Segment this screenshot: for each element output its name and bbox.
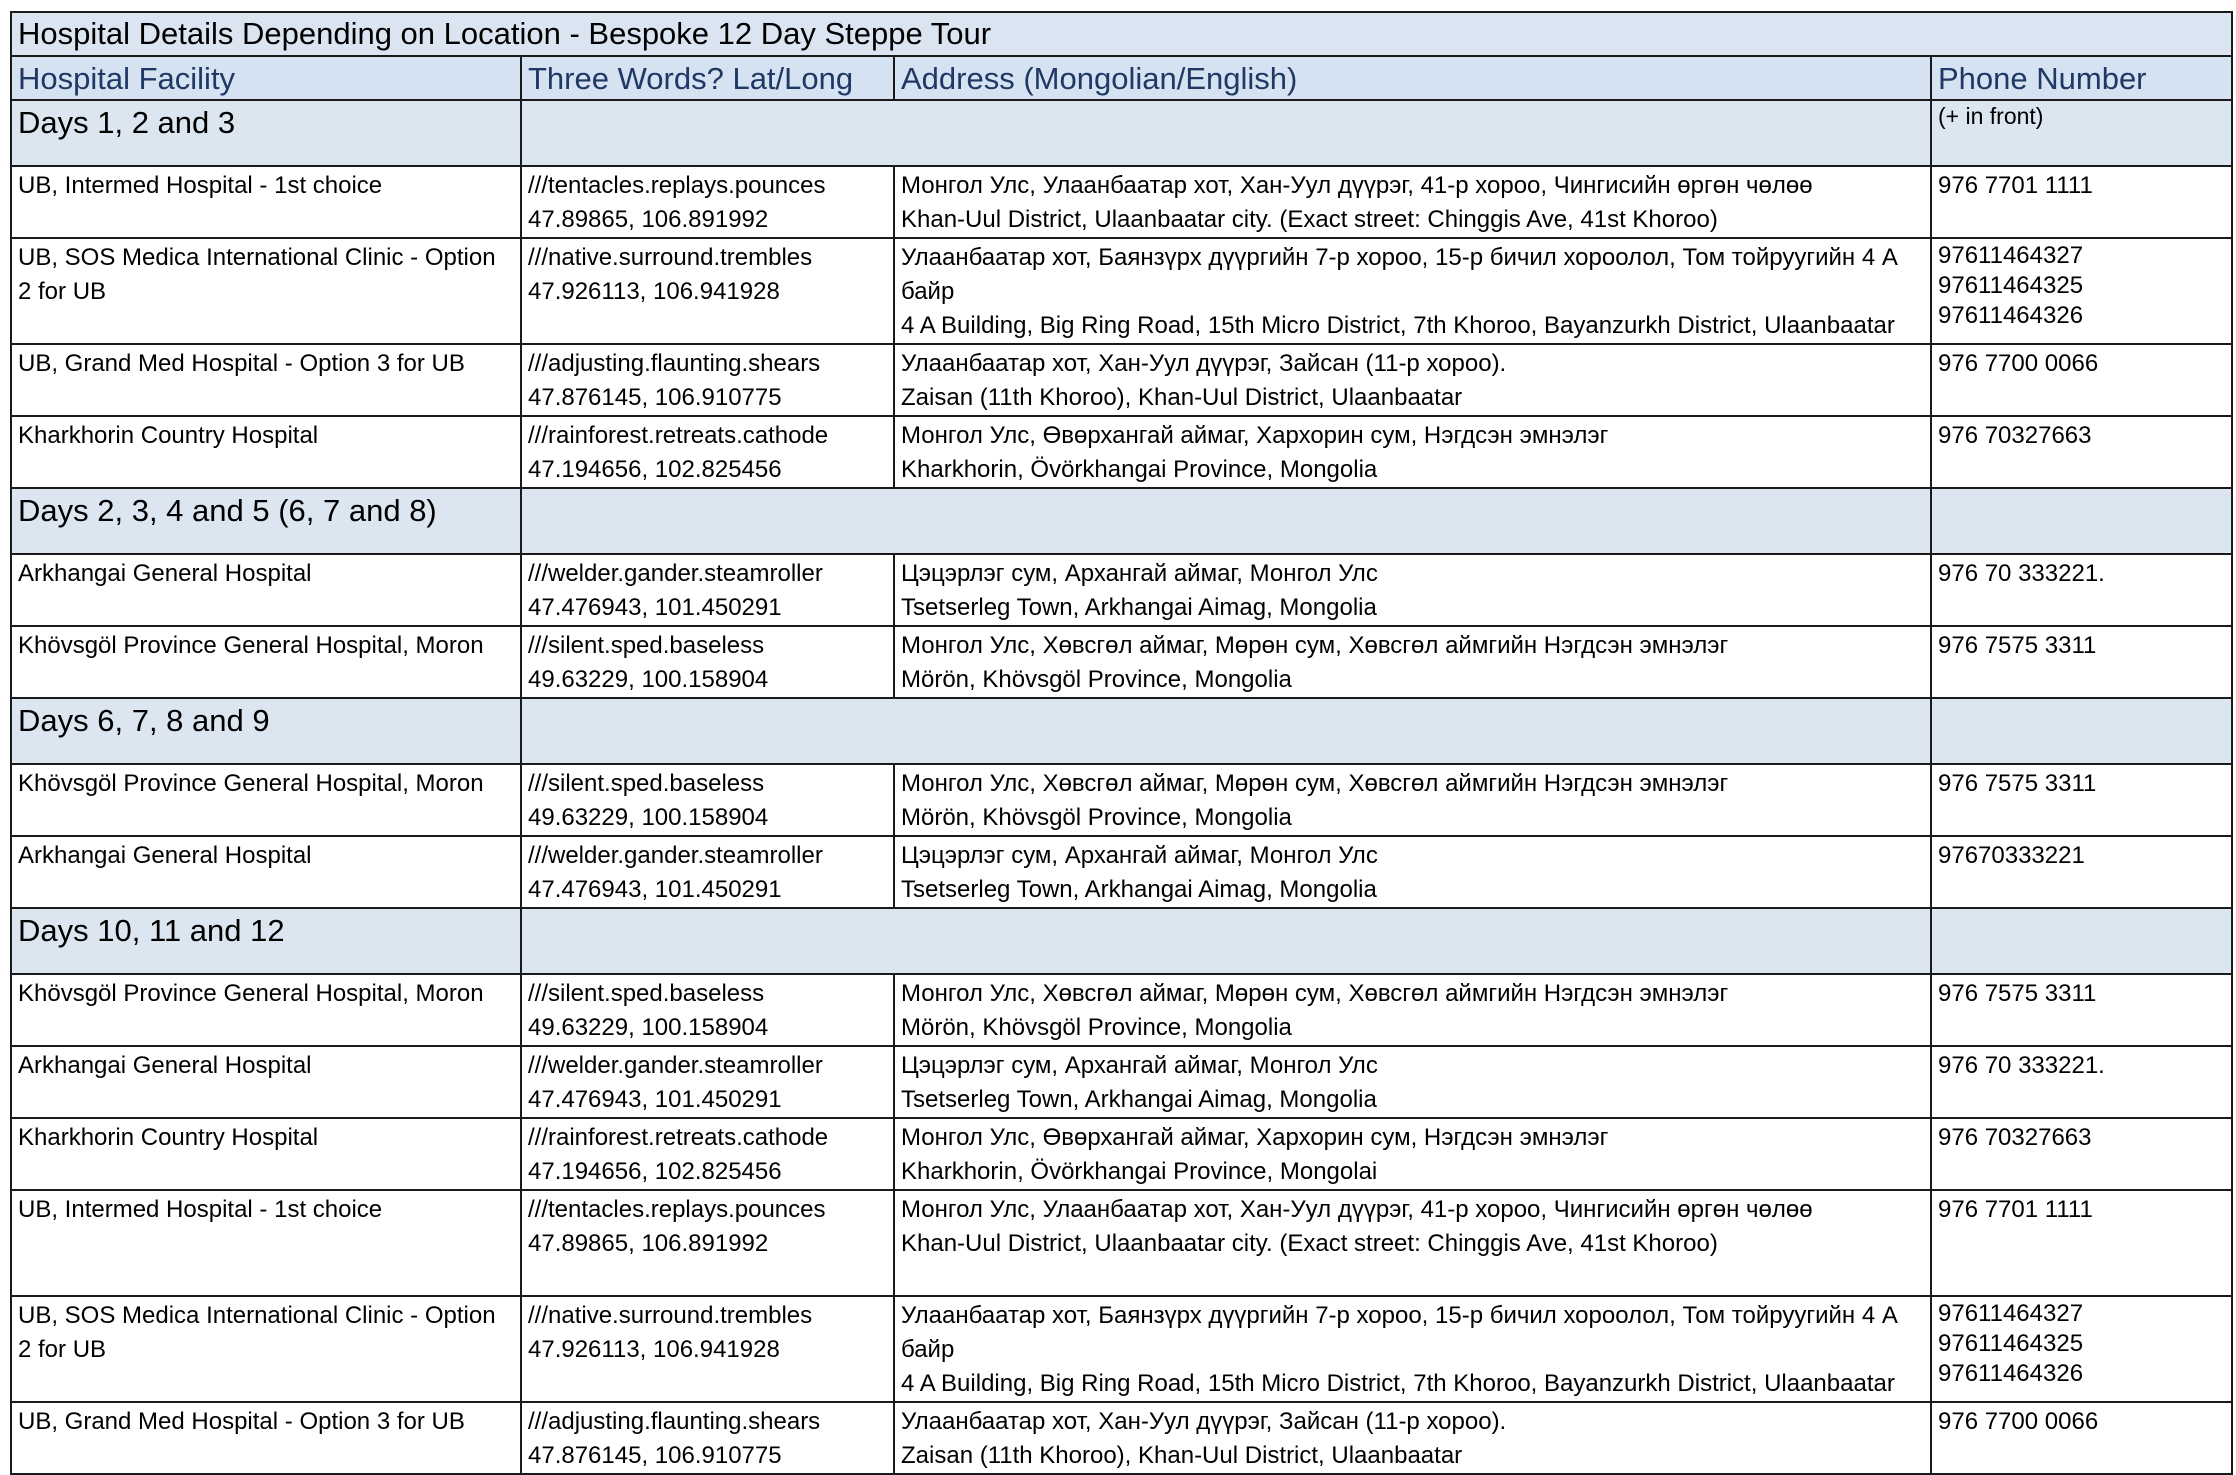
phone-cell[interactable] <box>1931 1118 2232 1190</box>
address-english: Tsetserleg Town, Arkhangai Aimag, Mongolia <box>901 594 1377 621</box>
lat-long: 49.63229, 100.158904 <box>528 1014 769 1041</box>
location-cell[interactable] <box>521 416 894 488</box>
address-mongolian: Монгол Улс, Хөвсгөл аймаг, Мөрөн сум, Хөвсгөл аймгийн Нэгдсэн эмнэлэг <box>901 632 1729 659</box>
facility-cell[interactable] <box>11 554 521 626</box>
phone-number: 976 7575 3311 <box>1938 770 2097 797</box>
facility-name: Arkhangai General Hospital <box>18 842 312 869</box>
three-words: ///tentacles.replays.pounces <box>528 1196 826 1223</box>
address-cell[interactable] <box>894 1296 1931 1402</box>
facility-name: Kharkhorin Country Hospital <box>18 422 319 449</box>
lat-long: 47.476943, 101.450291 <box>528 594 782 621</box>
facility-name: Khövsgöl Province General Hospital, Moron <box>18 980 484 1007</box>
facility-cell[interactable] <box>11 1402 521 1474</box>
location-cell[interactable] <box>521 836 894 908</box>
address-english: 4 A Building, Big Ring Road, 15th Micro District, 7th Khoroo, Bayanzurkh District, Ulaanbaatar <box>901 312 1895 339</box>
lat-long: 47.194656, 102.825456 <box>528 456 782 483</box>
section-phone-note[interactable] <box>1931 488 2232 554</box>
location-cell[interactable] <box>521 974 894 1046</box>
table-row <box>11 836 2232 908</box>
table-row <box>11 238 2232 344</box>
phone-cell[interactable] <box>1931 764 2232 836</box>
phone-cell[interactable] <box>1931 166 2232 238</box>
table-row <box>11 166 2232 238</box>
phone-number: 976 7575 3311 <box>1938 632 2097 659</box>
three-words: ///native.surround.trembles <box>528 244 813 271</box>
lat-long: 47.876145, 106.910775 <box>528 384 782 411</box>
phone-cell[interactable] <box>1931 1190 2232 1296</box>
facility-name: Khövsgöl Province General Hospital, Moron <box>18 632 484 659</box>
phone-number: 97611464325 <box>1938 1330 2084 1357</box>
three-words: ///adjusting.flaunting.shears <box>528 350 821 377</box>
phone-number: 976 7700 0066 <box>1938 350 2099 377</box>
three-words: ///adjusting.flaunting.shears <box>528 1408 821 1435</box>
phone-number: 976 7575 3311 <box>1938 980 2097 1007</box>
facility-name: Kharkhorin Country Hospital <box>18 1124 319 1151</box>
phone-number: 976 70 333221. <box>1938 1052 2105 1079</box>
address-mongolian: Улаанбаатар хот, Хан-Уул дүүрэг, Зайсан (11-р хороо). <box>901 1408 1507 1435</box>
section-title[interactable]: Days 10, 11 and 12 <box>11 908 521 974</box>
facility-cell[interactable] <box>11 416 521 488</box>
phone-cell[interactable] <box>1931 974 2232 1046</box>
facility-cell[interactable] <box>11 1296 521 1402</box>
facility-cell[interactable] <box>11 626 521 698</box>
three-words: ///silent.sped.baseless <box>528 632 765 659</box>
facility-cell[interactable] <box>11 764 521 836</box>
address-english: Mörön, Khövsgöl Province, Mongolia <box>901 1014 1292 1041</box>
header-phone[interactable]: Phone Number <box>1931 56 2232 100</box>
three-words: ///welder.gander.steamroller <box>528 1052 823 1079</box>
address-english: Khan-Uul District, Ulaanbaatar city. (Exact street: Chinggis Ave, 41st Khoroo) <box>901 206 1718 233</box>
phone-number: 97611464327 <box>1938 242 2084 269</box>
phone-number: 976 7701 1111 <box>1938 172 2093 199</box>
lat-long: 47.926113, 106.941928 <box>528 278 780 305</box>
address-mongolian: Улаанбаатар хот, Баянзүрх дүүргийн 7-р хороо, 15-р бичил хороолол, Том тойруугийн 4 А байр <box>901 244 1898 305</box>
phone-number: 97611464325 <box>1938 272 2084 299</box>
phone-number: 976 70327663 <box>1938 1124 2092 1151</box>
facility-cell[interactable] <box>11 836 521 908</box>
address-mongolian: Цэцэрлэг сум, Архангай аймаг, Монгол Улс <box>901 842 1378 869</box>
location-cell[interactable] <box>521 1402 894 1474</box>
section-blank-cell[interactable] <box>521 698 1931 764</box>
lat-long: 49.63229, 100.158904 <box>528 666 769 693</box>
section-phone-note[interactable] <box>1931 698 2232 764</box>
section-row <box>11 698 2232 764</box>
lat-long: 47.476943, 101.450291 <box>528 876 782 903</box>
address-mongolian: Улаанбаатар хот, Хан-Уул дүүрэг, Зайсан (11-р хороо). <box>901 350 1507 377</box>
header-location[interactable]: Three Words? Lat/Long <box>521 56 894 100</box>
facility-cell[interactable] <box>11 974 521 1046</box>
address-cell[interactable] <box>894 974 1931 1046</box>
phone-cell[interactable] <box>1931 554 2232 626</box>
section-phone-note[interactable] <box>1931 908 2232 974</box>
three-words: ///silent.sped.baseless <box>528 980 765 1007</box>
phone-number: 976 7701 1111 <box>1938 1196 2093 1223</box>
facility-name: UB, Grand Med Hospital - Option 3 for UB <box>18 1408 465 1435</box>
table-body <box>11 100 2232 1474</box>
location-cell[interactable] <box>521 1046 894 1118</box>
facility-name: UB, SOS Medica International Clinic - Option 2 for UB <box>18 244 496 305</box>
facility-name: UB, SOS Medica International Clinic - Option 2 for UB <box>18 1302 496 1363</box>
section-phone-note[interactable]: (+ in front) <box>1931 100 2232 166</box>
address-english: Khan-Uul District, Ulaanbaatar city. (Exact street: Chinggis Ave, 41st Khoroo) <box>901 1230 1718 1257</box>
lat-long: 47.876145, 106.910775 <box>528 1442 782 1469</box>
address-cell[interactable] <box>894 764 1931 836</box>
address-mongolian: Монгол Улс, Хөвсгөл аймаг, Мөрөн сум, Хөвсгөл аймгийн Нэгдсэн эмнэлэг <box>901 980 1729 1007</box>
location-cell[interactable] <box>521 1296 894 1402</box>
address-cell[interactable] <box>894 166 1931 238</box>
phone-cell[interactable] <box>1931 836 2232 908</box>
phone-number: 97670333221 <box>1938 842 2085 869</box>
facility-cell[interactable] <box>11 1118 521 1190</box>
facility-name: Arkhangai General Hospital <box>18 1052 312 1079</box>
section-row <box>11 100 2232 166</box>
hospital-table <box>10 11 2233 1475</box>
location-cell[interactable] <box>521 344 894 416</box>
section-title[interactable]: Days 2, 3, 4 and 5 (6, 7 and 8) <box>11 488 521 554</box>
phone-number: 976 7700 0066 <box>1938 1408 2099 1435</box>
address-mongolian: Монгол Улс, Улаанбаатар хот, Хан-Уул дүүрэг, 41-р хороо, Чингисийн өргөн чөлөө <box>901 1196 1813 1223</box>
address-english: Mörön, Khövsgöl Province, Mongolia <box>901 666 1292 693</box>
facility-name: UB, Grand Med Hospital - Option 3 for UB <box>18 350 465 377</box>
table-row <box>11 554 2232 626</box>
facility-cell[interactable] <box>11 1190 521 1296</box>
address-english: Zaisan (11th Khoroo), Khan-Uul District, Ulaanbaatar <box>901 384 1463 411</box>
location-cell[interactable] <box>521 626 894 698</box>
header-row <box>11 56 2232 100</box>
phone-number: 97611464326 <box>1938 302 2084 329</box>
lat-long: 47.89865, 106.891992 <box>528 206 769 233</box>
table-row <box>11 1296 2232 1402</box>
section-title[interactable]: Days 6, 7, 8 and 9 <box>11 698 521 764</box>
address-english: Tsetserleg Town, Arkhangai Aimag, Mongolia <box>901 876 1377 903</box>
table-row <box>11 626 2232 698</box>
address-mongolian: Цэцэрлэг сум, Архангай аймаг, Монгол Улс <box>901 560 1378 587</box>
three-words: ///native.surround.trembles <box>528 1302 813 1329</box>
address-mongolian: Монгол Улс, Улаанбаатар хот, Хан-Уул дүүрэг, 41-р хороо, Чингисийн өргөн чөлөө <box>901 172 1813 199</box>
phone-number: 976 70 333221. <box>1938 560 2105 587</box>
address-cell[interactable] <box>894 416 1931 488</box>
address-english: Zaisan (11th Khoroo), Khan-Uul District, Ulaanbaatar <box>901 1442 1463 1469</box>
section-title[interactable]: Days 1, 2 and 3 <box>11 100 521 166</box>
address-cell[interactable] <box>894 238 1931 344</box>
address-mongolian: Цэцэрлэг сум, Архангай аймаг, Монгол Улс <box>901 1052 1378 1079</box>
phone-cell[interactable] <box>1931 1046 2232 1118</box>
address-english: Kharkhorin, Övörkhangai Province, Mongolai <box>901 1158 1378 1185</box>
phone-cell[interactable] <box>1931 416 2232 488</box>
address-english: 4 A Building, Big Ring Road, 15th Micro District, 7th Khoroo, Bayanzurkh District, Ulaanbaatar <box>901 1370 1895 1397</box>
address-cell[interactable] <box>894 1046 1931 1118</box>
table-row <box>11 974 2232 1046</box>
facility-cell[interactable] <box>11 1046 521 1118</box>
table-title[interactable]: Hospital Details Depending on Location - Bespoke 12 Day Steppe Tour <box>11 12 2232 56</box>
phone-cell[interactable] <box>1931 626 2232 698</box>
phone-cell[interactable] <box>1931 344 2232 416</box>
table-row <box>11 764 2232 836</box>
location-cell[interactable] <box>521 166 894 238</box>
address-english: Mörön, Khövsgöl Province, Mongolia <box>901 804 1292 831</box>
address-mongolian: Улаанбаатар хот, Баянзүрх дүүргийн 7-р хороо, 15-р бичил хороолол, Том тойруугийн 4 А байр <box>901 1302 1898 1363</box>
section-blank-cell[interactable] <box>521 100 1931 166</box>
table-row <box>11 1046 2232 1118</box>
three-words: ///welder.gander.steamroller <box>528 560 823 587</box>
table-row <box>11 416 2232 488</box>
address-cell[interactable] <box>894 1190 1931 1296</box>
address-cell[interactable] <box>894 836 1931 908</box>
address-english: Kharkhorin, Övörkhangai Province, Mongolia <box>901 456 1378 483</box>
header-address[interactable]: Address (Mongolian/English) <box>894 56 1931 100</box>
phone-number: 97611464326 <box>1938 1360 2084 1387</box>
lat-long: 47.476943, 101.450291 <box>528 1086 782 1113</box>
facility-name: Khövsgöl Province General Hospital, Moron <box>18 770 484 797</box>
table-row <box>11 1118 2232 1190</box>
lat-long: 47.194656, 102.825456 <box>528 1158 782 1185</box>
lat-long: 47.89865, 106.891992 <box>528 1230 769 1257</box>
location-cell[interactable] <box>521 238 894 344</box>
three-words: ///silent.sped.baseless <box>528 770 765 797</box>
phone-number: 97611464327 <box>1938 1300 2084 1327</box>
table-row <box>11 1190 2232 1296</box>
facility-cell[interactable] <box>11 238 521 344</box>
address-cell[interactable] <box>894 1402 1931 1474</box>
lat-long: 49.63229, 100.158904 <box>528 804 769 831</box>
location-cell[interactable] <box>521 1190 894 1296</box>
header-facility[interactable]: Hospital Facility <box>11 56 521 100</box>
address-mongolian: Монгол Улс, Өвөрхангай аймаг, Хархорин сум, Нэгдсэн эмнэлэг <box>901 422 1609 449</box>
facility-cell[interactable] <box>11 344 521 416</box>
phone-cell[interactable] <box>1931 238 2232 344</box>
phone-cell[interactable] <box>1931 1296 2232 1402</box>
facility-cell[interactable] <box>11 166 521 238</box>
address-cell[interactable] <box>894 1118 1931 1190</box>
section-blank-cell[interactable] <box>521 488 1931 554</box>
three-words: ///tentacles.replays.pounces <box>528 172 826 199</box>
three-words: ///rainforest.retreats.cathode <box>528 422 829 449</box>
section-row <box>11 488 2232 554</box>
location-cell[interactable] <box>521 554 894 626</box>
three-words: ///rainforest.retreats.cathode <box>528 1124 829 1151</box>
phone-cell[interactable] <box>1931 1402 2232 1474</box>
facility-name: Arkhangai General Hospital <box>18 560 312 587</box>
address-mongolian: Монгол Улс, Өвөрхангай аймаг, Хархорин сум, Нэгдсэн эмнэлэг <box>901 1124 1609 1151</box>
address-mongolian: Монгол Улс, Хөвсгөл аймаг, Мөрөн сум, Хөвсгөл аймгийн Нэгдсэн эмнэлэг <box>901 770 1729 797</box>
address-english: Tsetserleg Town, Arkhangai Aimag, Mongolia <box>901 1086 1377 1113</box>
section-row <box>11 908 2232 974</box>
facility-name: UB, Intermed Hospital - 1st choice <box>18 172 383 199</box>
table-row <box>11 344 2232 416</box>
location-cell[interactable] <box>521 764 894 836</box>
address-cell[interactable] <box>894 626 1931 698</box>
section-blank-cell[interactable] <box>521 908 1931 974</box>
facility-name: UB, Intermed Hospital - 1st choice <box>18 1196 383 1223</box>
three-words: ///welder.gander.steamroller <box>528 842 823 869</box>
location-cell[interactable] <box>521 1118 894 1190</box>
table-row <box>11 1402 2232 1474</box>
title-row <box>11 12 2232 56</box>
address-cell[interactable] <box>894 554 1931 626</box>
lat-long: 47.926113, 106.941928 <box>528 1336 780 1363</box>
address-cell[interactable] <box>894 344 1931 416</box>
phone-number: 976 70327663 <box>1938 422 2092 449</box>
